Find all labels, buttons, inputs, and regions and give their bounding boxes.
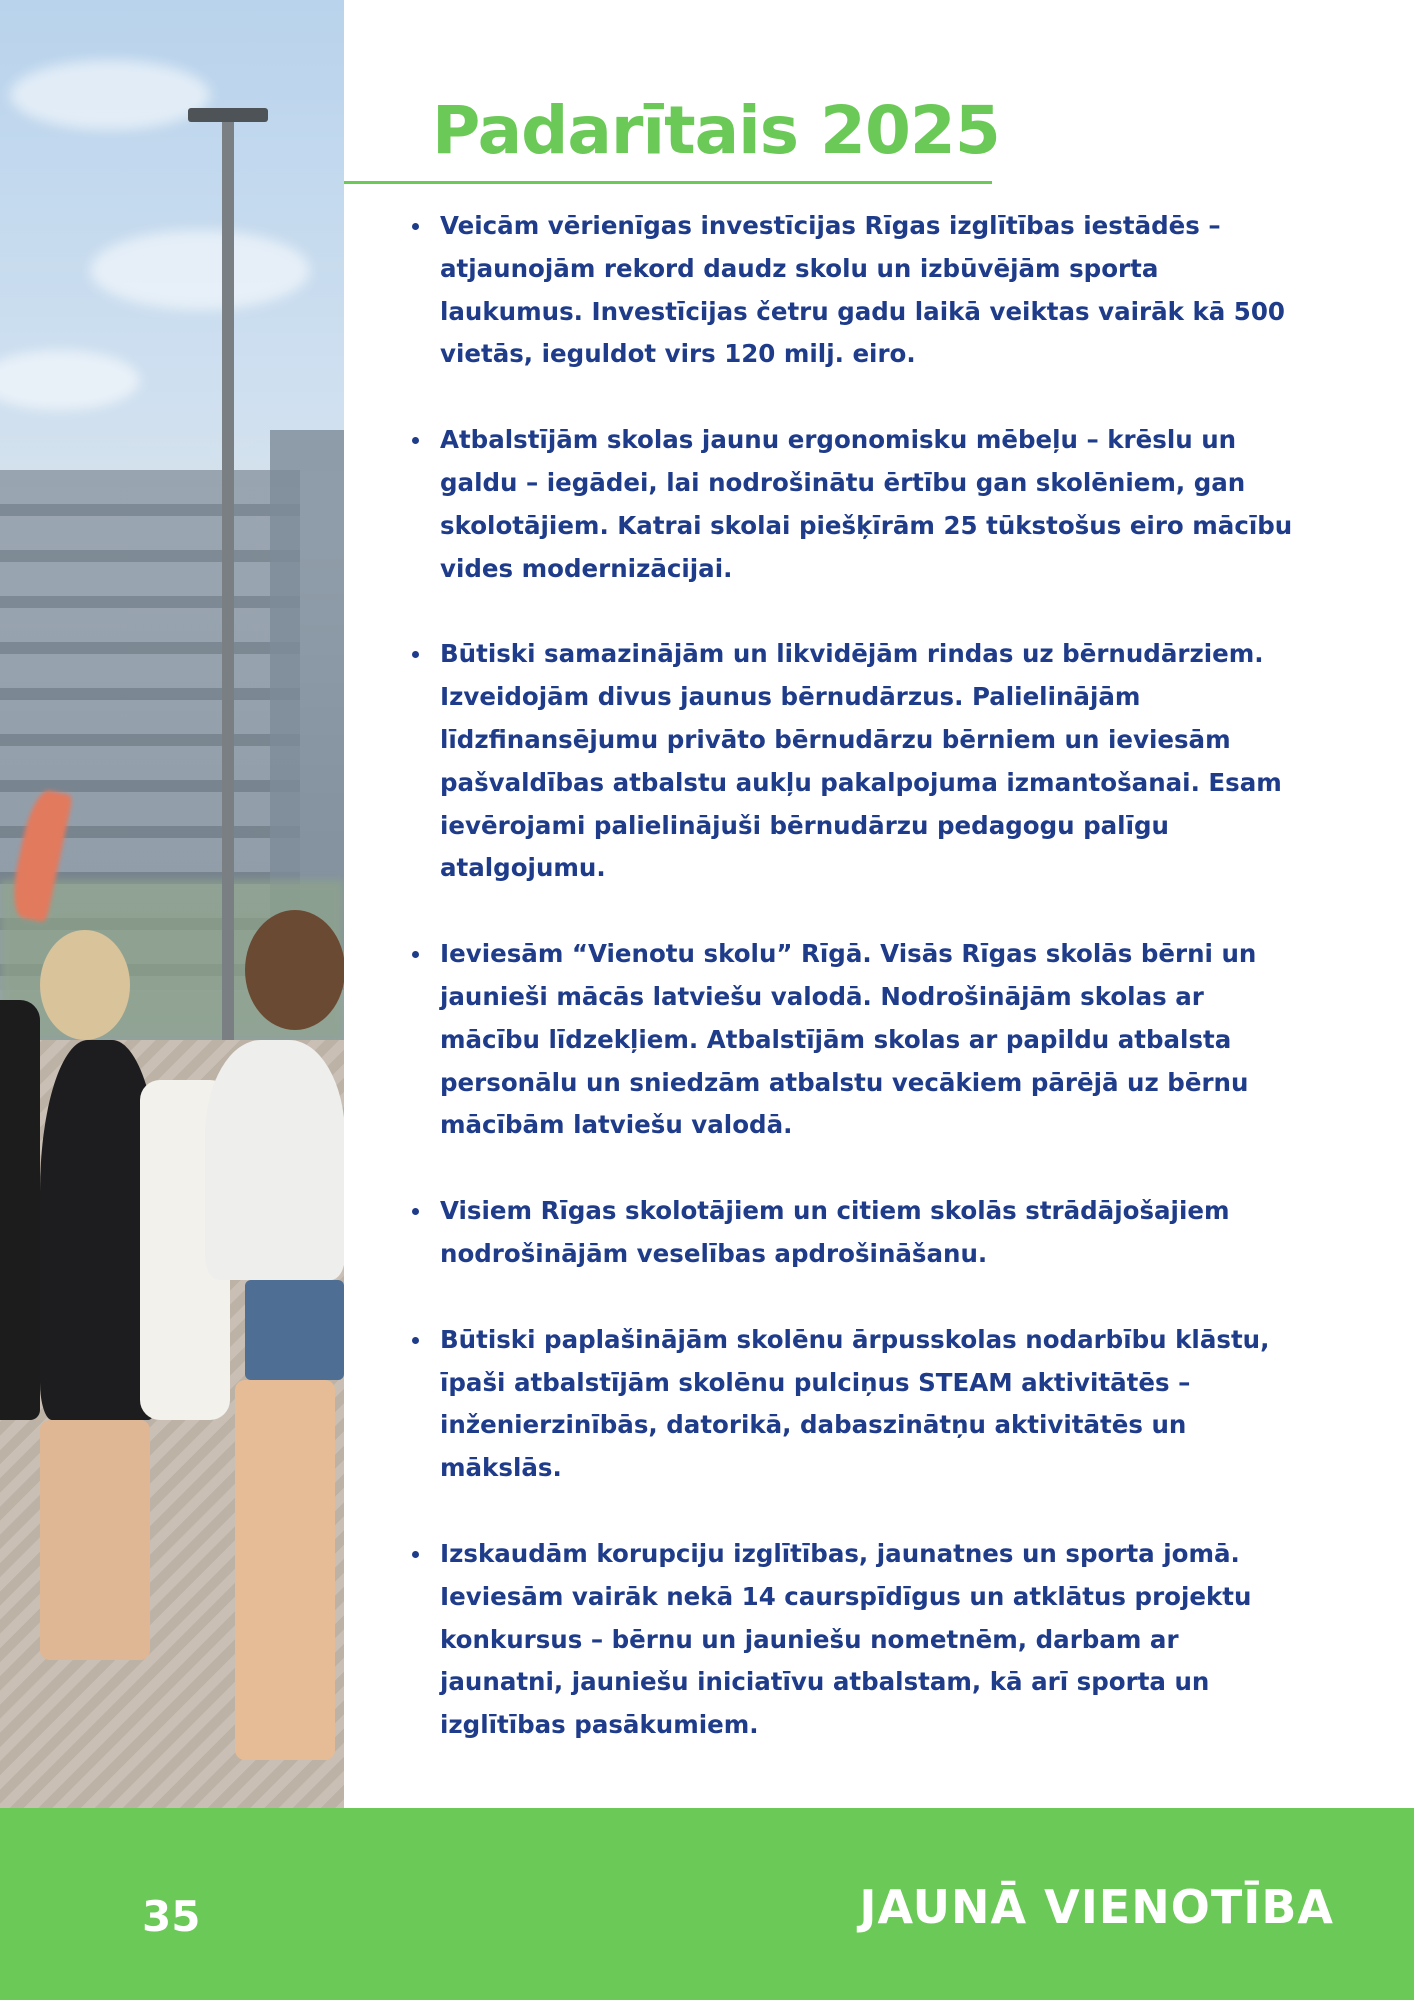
list-item: Būtiski samazinājām un likvidējām rindas uz bērnudārziem. Izveidojām divus jaunus bērnudārzus. Palielinājām līdzfinansējumu privāto bērnudārzu bērniem un ieviesām pašvaldības atbalstu aukļu pakalpojuma izmantošanai. Esam ievērojami palielinājuši bērnudārzu pedagogu palīgu atalgojumu. [400,633,1300,890]
list-item: Visiem Rīgas skolotājiem un citiem skolās strādājošajiem nodrošinājām veselības apdrošināšanu. [400,1190,1300,1276]
footer-bar [0,1808,1414,2000]
brand-logo: JAUNĀ VIENOTĪBA [859,1880,1334,1934]
person-shape [40,1420,150,1660]
list-item: Būtiski paplašinājām skolēnu ārpusskolas nodarbību klāstu, īpaši atbalstījām skolēnu pulciņus STEAM aktivitātēs – inženierzinībās, datorikā, dabaszinātņu aktivitātēs un mākslās. [400,1319,1300,1490]
person-shape [235,1380,335,1760]
person-shape [205,1040,344,1280]
cloud-shape [90,230,310,310]
cloud-shape [0,350,140,410]
person-shape [40,930,130,1040]
page-number: 35 [142,1892,201,1941]
list-item: Veicām vērienīgas investīcijas Rīgas izglītības iestādēs – atjaunojām rekord daudz skolu un izbūvējām sporta laukumus. Investīcijas četru gadu laikā veiktas vairāk kā 500 vietās, ieguldot virs 120 milj. eiro. [400,205,1300,376]
list-item: Izskaudām korupciju izglītības, jaunatnes un sporta jomā. Ieviesām vairāk nekā 14 caurspīdīgus un atklātus projektu konkursus – bērnu un jauniešu nometnēm, darbam ar jaunatni, jauniešu iniciatīvu atbalstam, kā arī sporta un izglītības pasākumiem. [400,1533,1300,1747]
person-shape [0,1000,40,1420]
page-title: Padarītais 2025 [432,92,1000,169]
cloud-shape [10,60,210,130]
list-item: Ieviesām “Vienotu skolu” Rīgā. Visās Rīgas skolās bērni un jaunieši mācās latviešu valodā. Nodrošinājām skolas ar mācību līdzekļiem. Atbalstījām skolas ar papildu atbalsta personālu un sniedzām atbalstu vecākiem pārējā uz bērnu mācībām latviešu valodā. [400,933,1300,1147]
achievements-list [400,205,1300,1790]
list-item: Atbalstījām skolas jaunu ergonomisku mēbeļu – krēslu un galdu – iegādei, lai nodrošinātu ērtību gan skolēniem, gan skolotājiem. Katrai skolai piešķīrām 25 tūkstošus eiro mācību vides modernizācijai. [400,419,1300,590]
title-underline [344,181,992,184]
lamp-head-shape [188,108,268,122]
person-shape [245,910,344,1030]
hero-photo [0,0,344,1808]
lamp-pole-shape [222,115,234,1075]
person-shape [245,1280,344,1380]
